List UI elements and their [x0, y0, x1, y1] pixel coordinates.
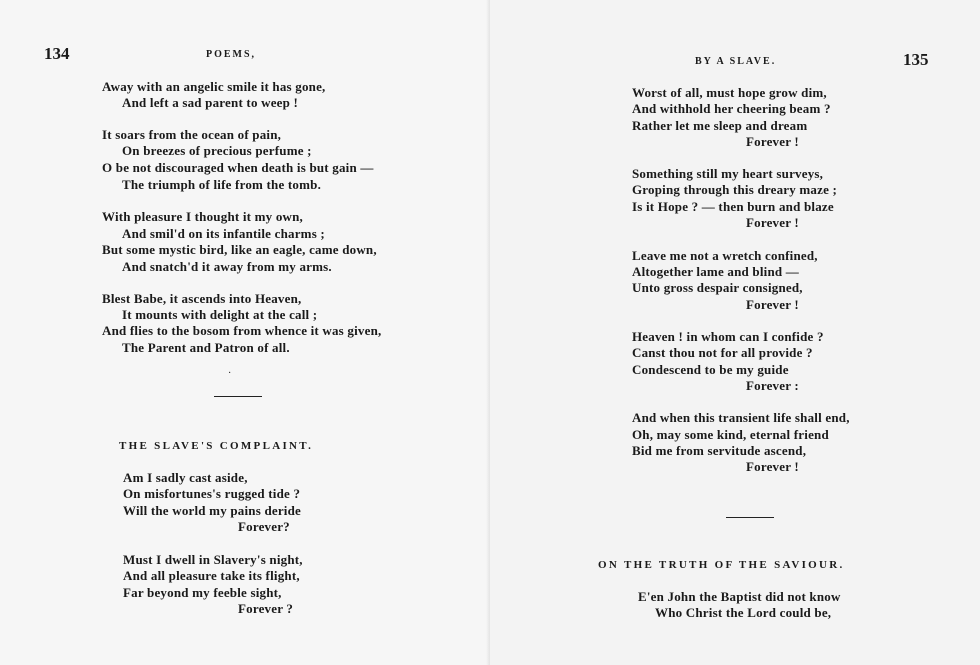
- poem-line: The triumph of life from the tomb.: [122, 177, 322, 192]
- poem-line: On misfortunes's rugged tide ?: [123, 486, 301, 501]
- poem-line: Who Christ the Lord could be,: [655, 605, 832, 620]
- poem-title: THE SLAVE'S COMPLAINT.: [119, 440, 314, 452]
- poem-line: Worst of all, must hope grow dim,: [632, 85, 827, 100]
- poem-line: It soars from the ocean of pain,: [102, 127, 282, 142]
- poem-line: And left a sad parent to weep !: [122, 95, 299, 110]
- poem-line: It mounts with delight at the call ;: [122, 307, 318, 322]
- poem-line: And smil'd on its infantile charms ;: [122, 226, 325, 241]
- right-page: [490, 0, 980, 665]
- poem-line: And when this transient life shall end,: [632, 410, 850, 425]
- poem-line: Heaven ! in whom can I confide ?: [632, 329, 824, 344]
- poem-line: Bid me from servitude ascend,: [632, 443, 807, 458]
- poem-line: Away with an angelic smile it has gone,: [102, 79, 326, 94]
- poem-line: O be not discouraged when death is but gain —: [102, 160, 374, 175]
- ornament-dot: ·: [228, 368, 232, 379]
- poem-title: ON THE TRUTH OF THE SAVIOUR.: [598, 559, 845, 571]
- section-divider: [214, 396, 262, 397]
- poem-line: Groping through this dreary maze ;: [632, 182, 838, 197]
- poem-line: But some mystic bird, like an eagle, came down,: [102, 242, 377, 257]
- poem-line: Am I sadly cast aside,: [123, 470, 248, 485]
- poem-line: E'en John the Baptist did not know: [638, 589, 841, 604]
- poem-line: Canst thou not for all provide ?: [632, 345, 813, 360]
- poem-line: Something still my heart surveys,: [632, 166, 824, 181]
- poem-line: Is it Hope ? — then burn and blaze: [632, 199, 834, 214]
- poem-line: Rather let me sleep and dream: [632, 118, 808, 133]
- poem-line: And flies to the bosom from whence it was given,: [102, 323, 382, 338]
- poem-line: And all pleasure take its flight,: [123, 568, 300, 583]
- poem-line: The Parent and Patron of all.: [122, 340, 290, 355]
- page-number-left: 134: [44, 44, 70, 63]
- poem-line: Condescend to be my guide: [632, 362, 789, 377]
- poem-refrain: Forever !: [746, 134, 799, 149]
- poem-line: Blest Babe, it ascends into Heaven,: [102, 291, 302, 306]
- poem-line: Oh, may some kind, eternal friend: [632, 427, 829, 442]
- poem-line: Unto gross despair consigned,: [632, 280, 803, 295]
- section-divider: [726, 517, 774, 518]
- poem-line: And snatch'd it away from my arms.: [122, 259, 332, 274]
- poem-refrain: Forever ?: [238, 601, 294, 616]
- poem-line: Leave me not a wretch confined,: [632, 248, 818, 263]
- poem-refrain: Forever !: [746, 215, 799, 230]
- poem-line: Must I dwell in Slavery's night,: [123, 552, 303, 567]
- running-head-right: BY A SLAVE.: [695, 56, 777, 67]
- poem-line: With pleasure I thought it my own,: [102, 209, 303, 224]
- poem-line: On breezes of precious perfume ;: [122, 143, 312, 158]
- poem-line: And withhold her cheering beam ?: [632, 101, 831, 116]
- page-number-right: 135: [903, 50, 929, 69]
- poem-refrain: Forever?: [238, 519, 290, 534]
- poem-refrain: Forever !: [746, 297, 799, 312]
- poem-line: Will the world my pains deride: [123, 503, 302, 518]
- poem-refrain: Forever :: [746, 378, 799, 393]
- poem-line: Altogether lame and blind —: [632, 264, 799, 279]
- poem-refrain: Forever !: [746, 459, 799, 474]
- poem-line: Far beyond my feeble sight,: [123, 585, 282, 600]
- running-head-left: POEMS,: [206, 49, 257, 60]
